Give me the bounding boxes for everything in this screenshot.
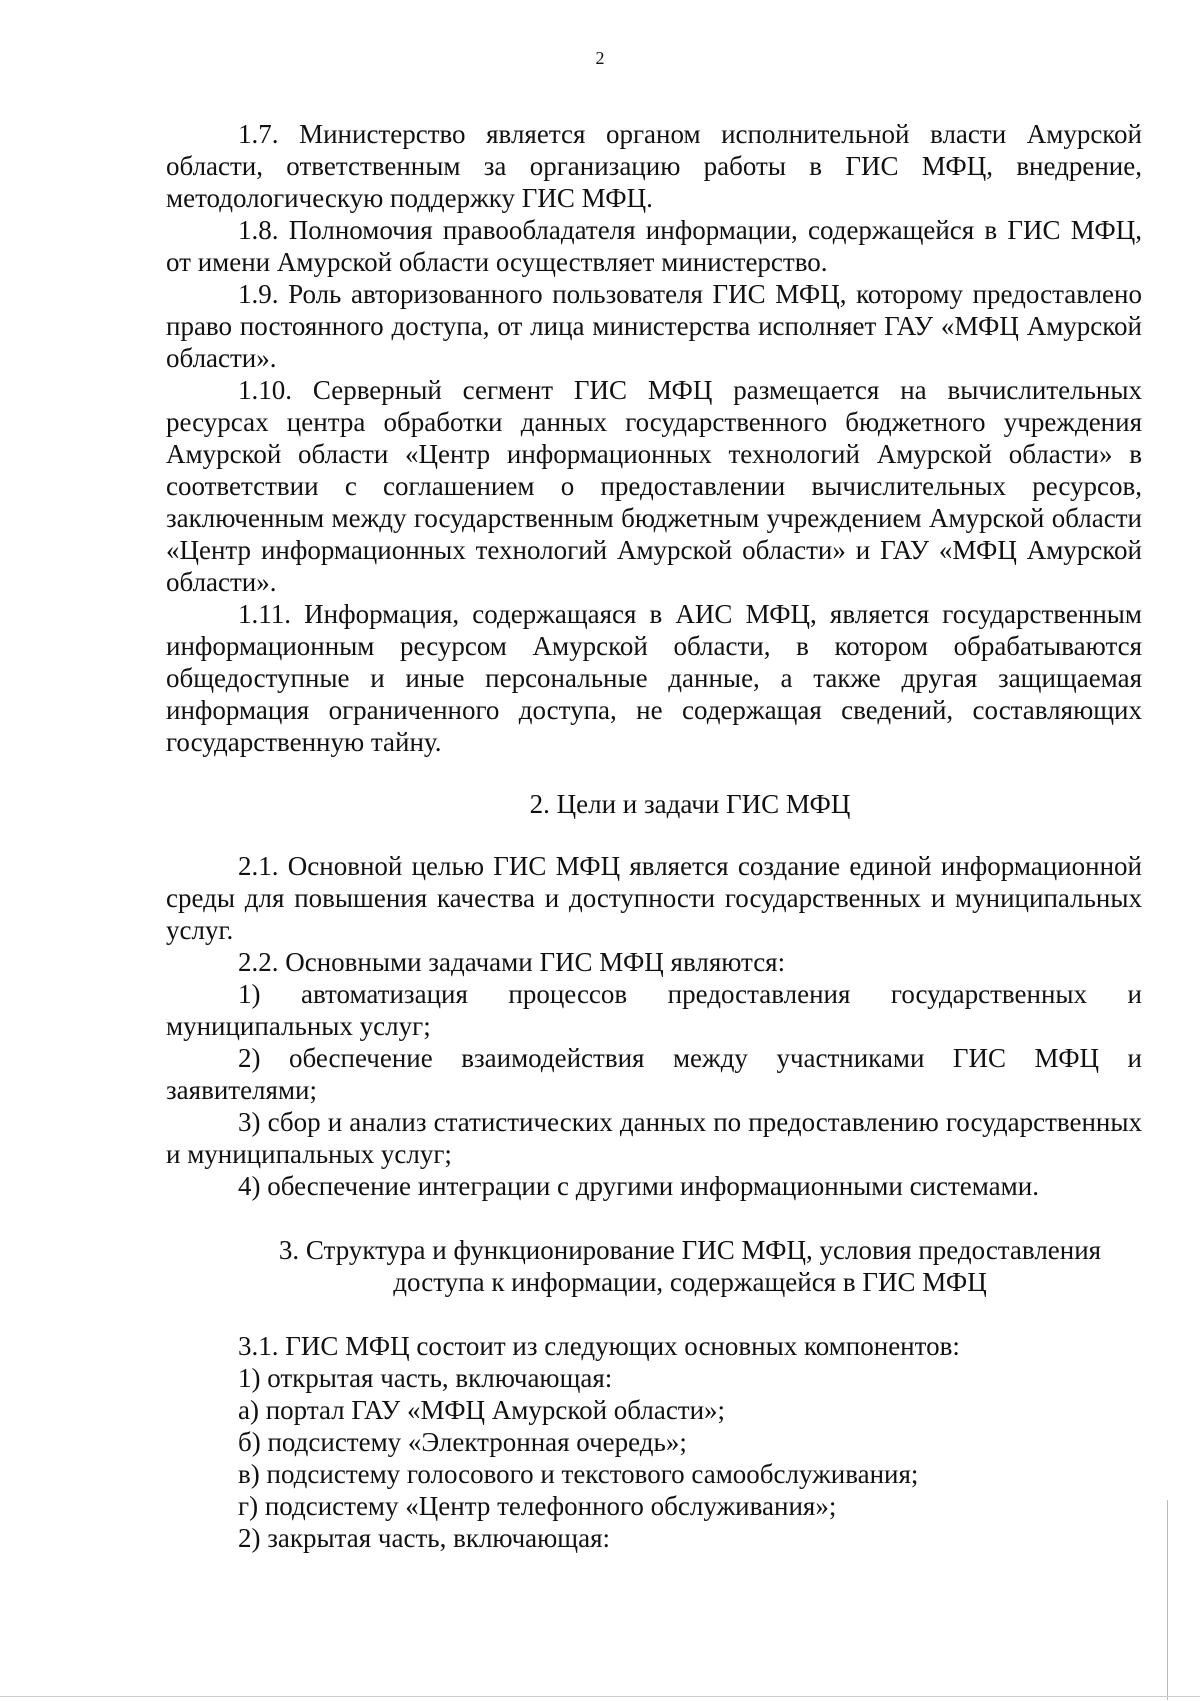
paragraph-1-11: 1.11. Информация, содержащаяся в АИС МФЦ, является государственным информационным ресурсом Амурской области, в котором обрабатываются общедоступные и иные персональные данные, а также другая защищаемая информация ограниченного доступа, не содержащая сведений, составляющих государственную тайну.	[166, 599, 1142, 757]
section-2-heading: 2. Цели и задачи ГИС МФЦ	[529, 789, 851, 819]
paragraph-2-1: 2.1. Основной целью ГИС МФЦ является создание единой информационной среды для повышения качества и доступности государственных и муниципальных услуг.	[166, 851, 1142, 945]
list-item-3-b: б) подсистему «Электронная очередь»;	[238, 1427, 687, 1457]
section-3-heading	[166, 1234, 1142, 1298]
paragraph-1-8: 1.8. Полномочия правообладателя информации, содержащейся в ГИС МФЦ, от имени Амурской области осуществляет министерство.	[166, 215, 1142, 277]
document-body	[166, 118, 1142, 1554]
paragraph-1-7: 1.7. Министерство является органом исполнительной власти Амурской области, ответственным за организацию работы в ГИС МФЦ, внедрение, методологическую поддержку ГИС МФЦ.	[166, 119, 1142, 213]
section-3-heading-line-1: 3. Структура и функционирование ГИС МФЦ, условия предоставления	[278, 1235, 1102, 1265]
section-3-heading-line-2: доступа к информации, содержащейся в ГИС МФЦ	[393, 1267, 987, 1297]
paragraph-1-10: 1.10. Серверный сегмент ГИС МФЦ размещается на вычислительных ресурсах центра обработки данных государственного бюджетного учреждения Амурской области «Центр информационных технологий Амурской области» в соответствии с соглашением о предоставлении вычислительных ресурсов, заключенным между государственным бюджетным учреждением Амурской области «Центр информационных технологий Амурской области» и ГАУ «МФЦ Амурской области».	[166, 375, 1142, 597]
paragraph-1-9: 1.9. Роль авторизованного пользователя ГИС МФЦ, которому предоставлено право постоянного доступа, от лица министерства исполняет ГАУ «МФЦ Амурской области».	[166, 279, 1142, 373]
page-number: 2	[595, 48, 605, 68]
list-item-2-1: 1) автоматизация процессов предоставления государственных и муниципальных услуг;	[166, 979, 1142, 1041]
list-item-2-3: 3) сбор и анализ статистических данных по предоставлению государственных и муниципальных услуг;	[166, 1107, 1142, 1169]
paragraph-2-2: 2.2. Основными задачами ГИС МФЦ являются:	[238, 947, 786, 977]
list-item-2-4: 4) обеспечение интеграции с другими информационными системами.	[238, 1171, 1039, 1201]
list-item-3-v: в) подсистему голосового и текстового самообслуживания;	[238, 1459, 919, 1489]
paragraph-3-1: 3.1. ГИС МФЦ состоит из следующих основных компонентов:	[238, 1331, 960, 1361]
list-item-3-1: 1) открытая часть, включающая:	[238, 1363, 613, 1393]
list-item-3-a: а) портал ГАУ «МФЦ Амурской области»;	[238, 1395, 726, 1425]
scan-edge-right	[1167, 1500, 1168, 1700]
list-item-3-g: г) подсистему «Центр телефонного обслуживания»;	[238, 1491, 837, 1521]
scan-edge-bottom	[0, 1696, 1200, 1697]
list-item-3-2: 2) закрытая часть, включающая:	[238, 1523, 611, 1553]
list-item-2-2: 2) обеспечение взаимодействия между участниками ГИС МФЦ и заявителями;	[166, 1043, 1142, 1105]
